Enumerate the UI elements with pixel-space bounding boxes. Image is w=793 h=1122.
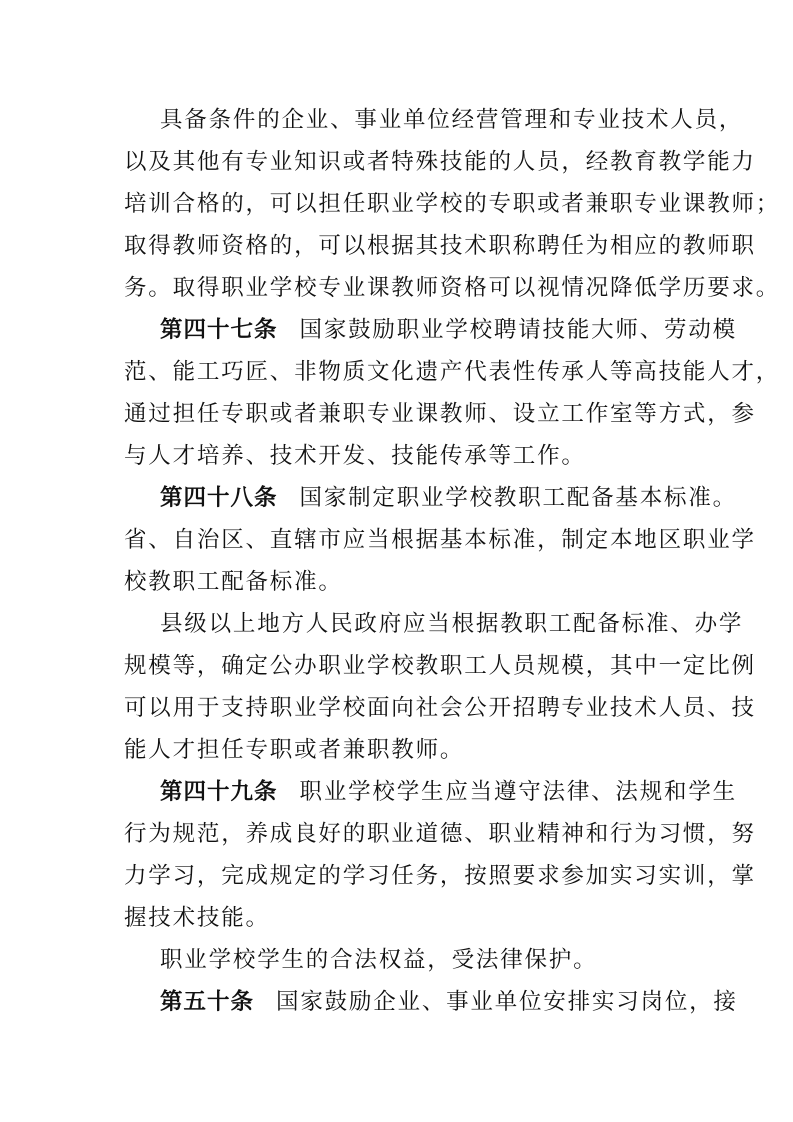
article-number: 第五十条 [160,989,255,1015]
text-line: 务。取得职业学校专业课教师资格可以视情况降低学历要求。 [124,275,781,301]
text-line: 范、能工巧匠、非物质文化遗产代表性传承人等高技能人才， [124,359,781,385]
article-number: 第四十八条 [160,485,278,511]
text-line: 取得教师资格的，可以根据其技术职称聘任为相应的教师职 [124,233,756,259]
text-line: 与人才培养、技术开发、技能传承等工作。 [124,443,586,469]
text-line: 县级以上地方人民政府应当根据教职工配备标准、办学 [160,611,744,637]
text-line: 行为规范，养成良好的职业道德、职业精神和行为习惯，努 [124,821,756,847]
text-line: 具备条件的企业、事业单位经营管理和专业技术人员， [160,107,744,133]
text-line: 通过担任专职或者兼职专业课教师、设立工作室等方式，参 [124,401,756,427]
text-line: 力学习，完成规定的学习任务，按照要求参加实习实训，掌 [124,863,756,889]
text-line: 校教职工配备标准。 [124,569,343,595]
text-line: 以及其他有专业知识或者特殊技能的人员，经教育教学能力 [124,149,756,175]
article-47-line: 第四十七条 国家鼓励职业学校聘请技能大师、劳动模 [160,317,737,343]
article-number: 第四十九条 [160,779,278,805]
text-line: 省、自治区、直辖市应当根据基本标准，制定本地区职业学 [124,527,756,553]
text-line: 握技术技能。 [124,905,270,931]
text-line: 可以用于支持职业学校面向社会公开招聘专业技术人员、技 [124,695,756,721]
article-49-line: 第四十九条 职业学校学生应当遵守法律、法规和学生 [160,779,737,805]
article-48-line: 第四十八条 国家制定职业学校教职工配备基本标准。 [160,485,737,511]
text-line: 培训合格的，可以担任职业学校的专职或者兼职专业课教师； [124,191,781,217]
article-50-line: 第五十条 国家鼓励企业、事业单位安排实习岗位，接 [160,989,738,1015]
text-line: 规模等，确定公办职业学校教职工人员规模，其中一定比例 [124,653,756,679]
text-line: 能人才担任专职或者兼职教师。 [124,737,465,763]
article-number: 第四十七条 [160,317,278,343]
text-line: 职业学校学生的合法权益，受法律保护。 [160,947,598,973]
